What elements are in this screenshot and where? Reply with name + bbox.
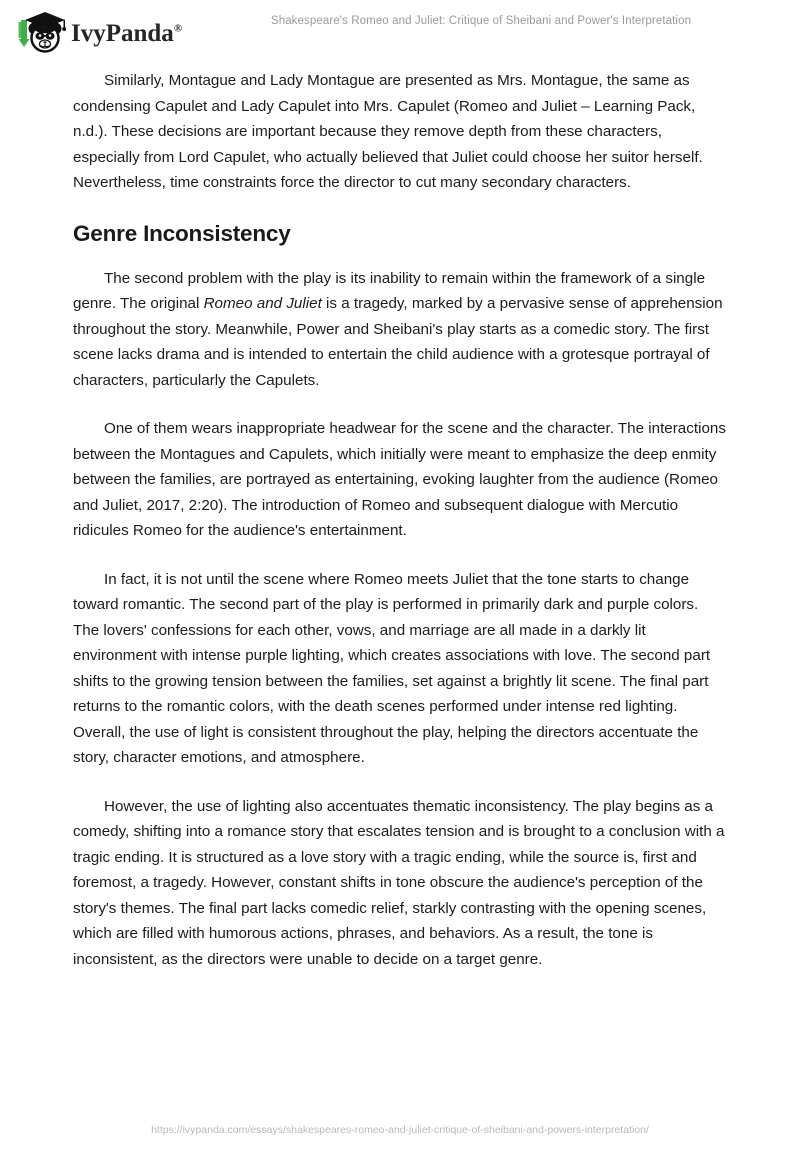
brand-name-text: IvyPanda bbox=[71, 19, 174, 47]
paragraph-4: In fact, it is not until the scene where Romeo meets Juliet that the tone starts to change toward romantic. The second part of the play is performed in primarily dark and purple colors. The lovers' confessions for each other, vows, and marriage are all made in a darkly lit environment with intense purple lighting, which creates associations with love. The second part shifts to the growing tension between the families, set against a brightly lit scene. The final part returns to the romantic colors, with the death scenes performed under intense red lighting. Overall, the use of light is consistent throughout the play, helping the directors accentuate the story, character emotions, and atmosphere. bbox=[73, 570, 711, 766]
document-running-title: Shakespeare's Romeo and Juliet: Critique of Sheibani and Power's Interpretation bbox=[270, 15, 692, 27]
panda-graduation-cap-logo-icon bbox=[14, 9, 66, 55]
paragraph-2-text-after-italic: is a tragedy, marked by a pervasive sense of apprehension throughout the story. Meanwhile, Power and Sheibani's play starts as a comedic story. The first scene lacks drama and is intended to entertain the child audience with a grotesque portrayal of characters, particularly the Capulets. bbox=[73, 295, 723, 389]
paragraph-2 bbox=[73, 266, 728, 394]
paragraph-5: However, the use of lighting also accentuates thematic inconsistency. The play begins as a comedy, shifting into a romance story that escalates tension and is brought to a conclusion with a tragic ending. It is structured as a love story with a tragic ending, while the source is, first and foremost, a tragedy. However, constant shifts in tone obscure the audience's perception of the story's themes. The final part lacks comedic relief, starkly contrasting with the opening scenes, which are filled with humorous actions, phrases, and behaviors. As a result, the tone is inconsistent, as the directors were unable to decide on a target genre. bbox=[73, 797, 725, 968]
paragraph-1: Similarly, Montague and Lady Montague are presented as Mrs. Montague, the same as condensing Capulet and Lady Capulet into Mrs. Capulet (Romeo and Juliet – Learning Pack, n.d.). These decisions are important because they remove depth from these characters, especially from Lord Capulet, who actually believed that Juliet could choose her suitor herself. Nevertheless, time constraints force the director to cut many secondary characters. bbox=[73, 72, 703, 191]
document-content bbox=[73, 68, 728, 972]
page-footer bbox=[0, 1120, 800, 1138]
registered-trademark-icon: ® bbox=[173, 22, 183, 35]
work-title-romeo-and-juliet: Romeo and Juliet bbox=[203, 295, 322, 312]
source-url-link[interactable]: https://ivypanda.com/essays/shakespeares-romeo-and-juliet-critique-of-sheibani-and-powers-interpretation/ bbox=[151, 1124, 649, 1136]
paragraph-2-text-before-italic: The second problem with the play is its inability to remain within the framework of a single genre. The original bbox=[73, 269, 706, 312]
brand-name bbox=[71, 21, 182, 46]
page-header bbox=[0, 0, 800, 62]
section-heading-genre-inconsistency: Genre Inconsistency bbox=[73, 220, 291, 246]
paragraph-3: One of them wears inappropriate headwear for the scene and the character. The interactions between the Montagues and Capulets, which initially were meant to emphasize the deep enmity between the families, are portrayed as entertaining, evoking laughter from the audience (Romeo and Juliet, 2017, 2:20). The introduction of Romeo and subsequent dialogue with Mercutio ridicules Romeo for the audience's entertainment. bbox=[73, 420, 726, 539]
brand-logo[interactable] bbox=[14, 8, 182, 56]
